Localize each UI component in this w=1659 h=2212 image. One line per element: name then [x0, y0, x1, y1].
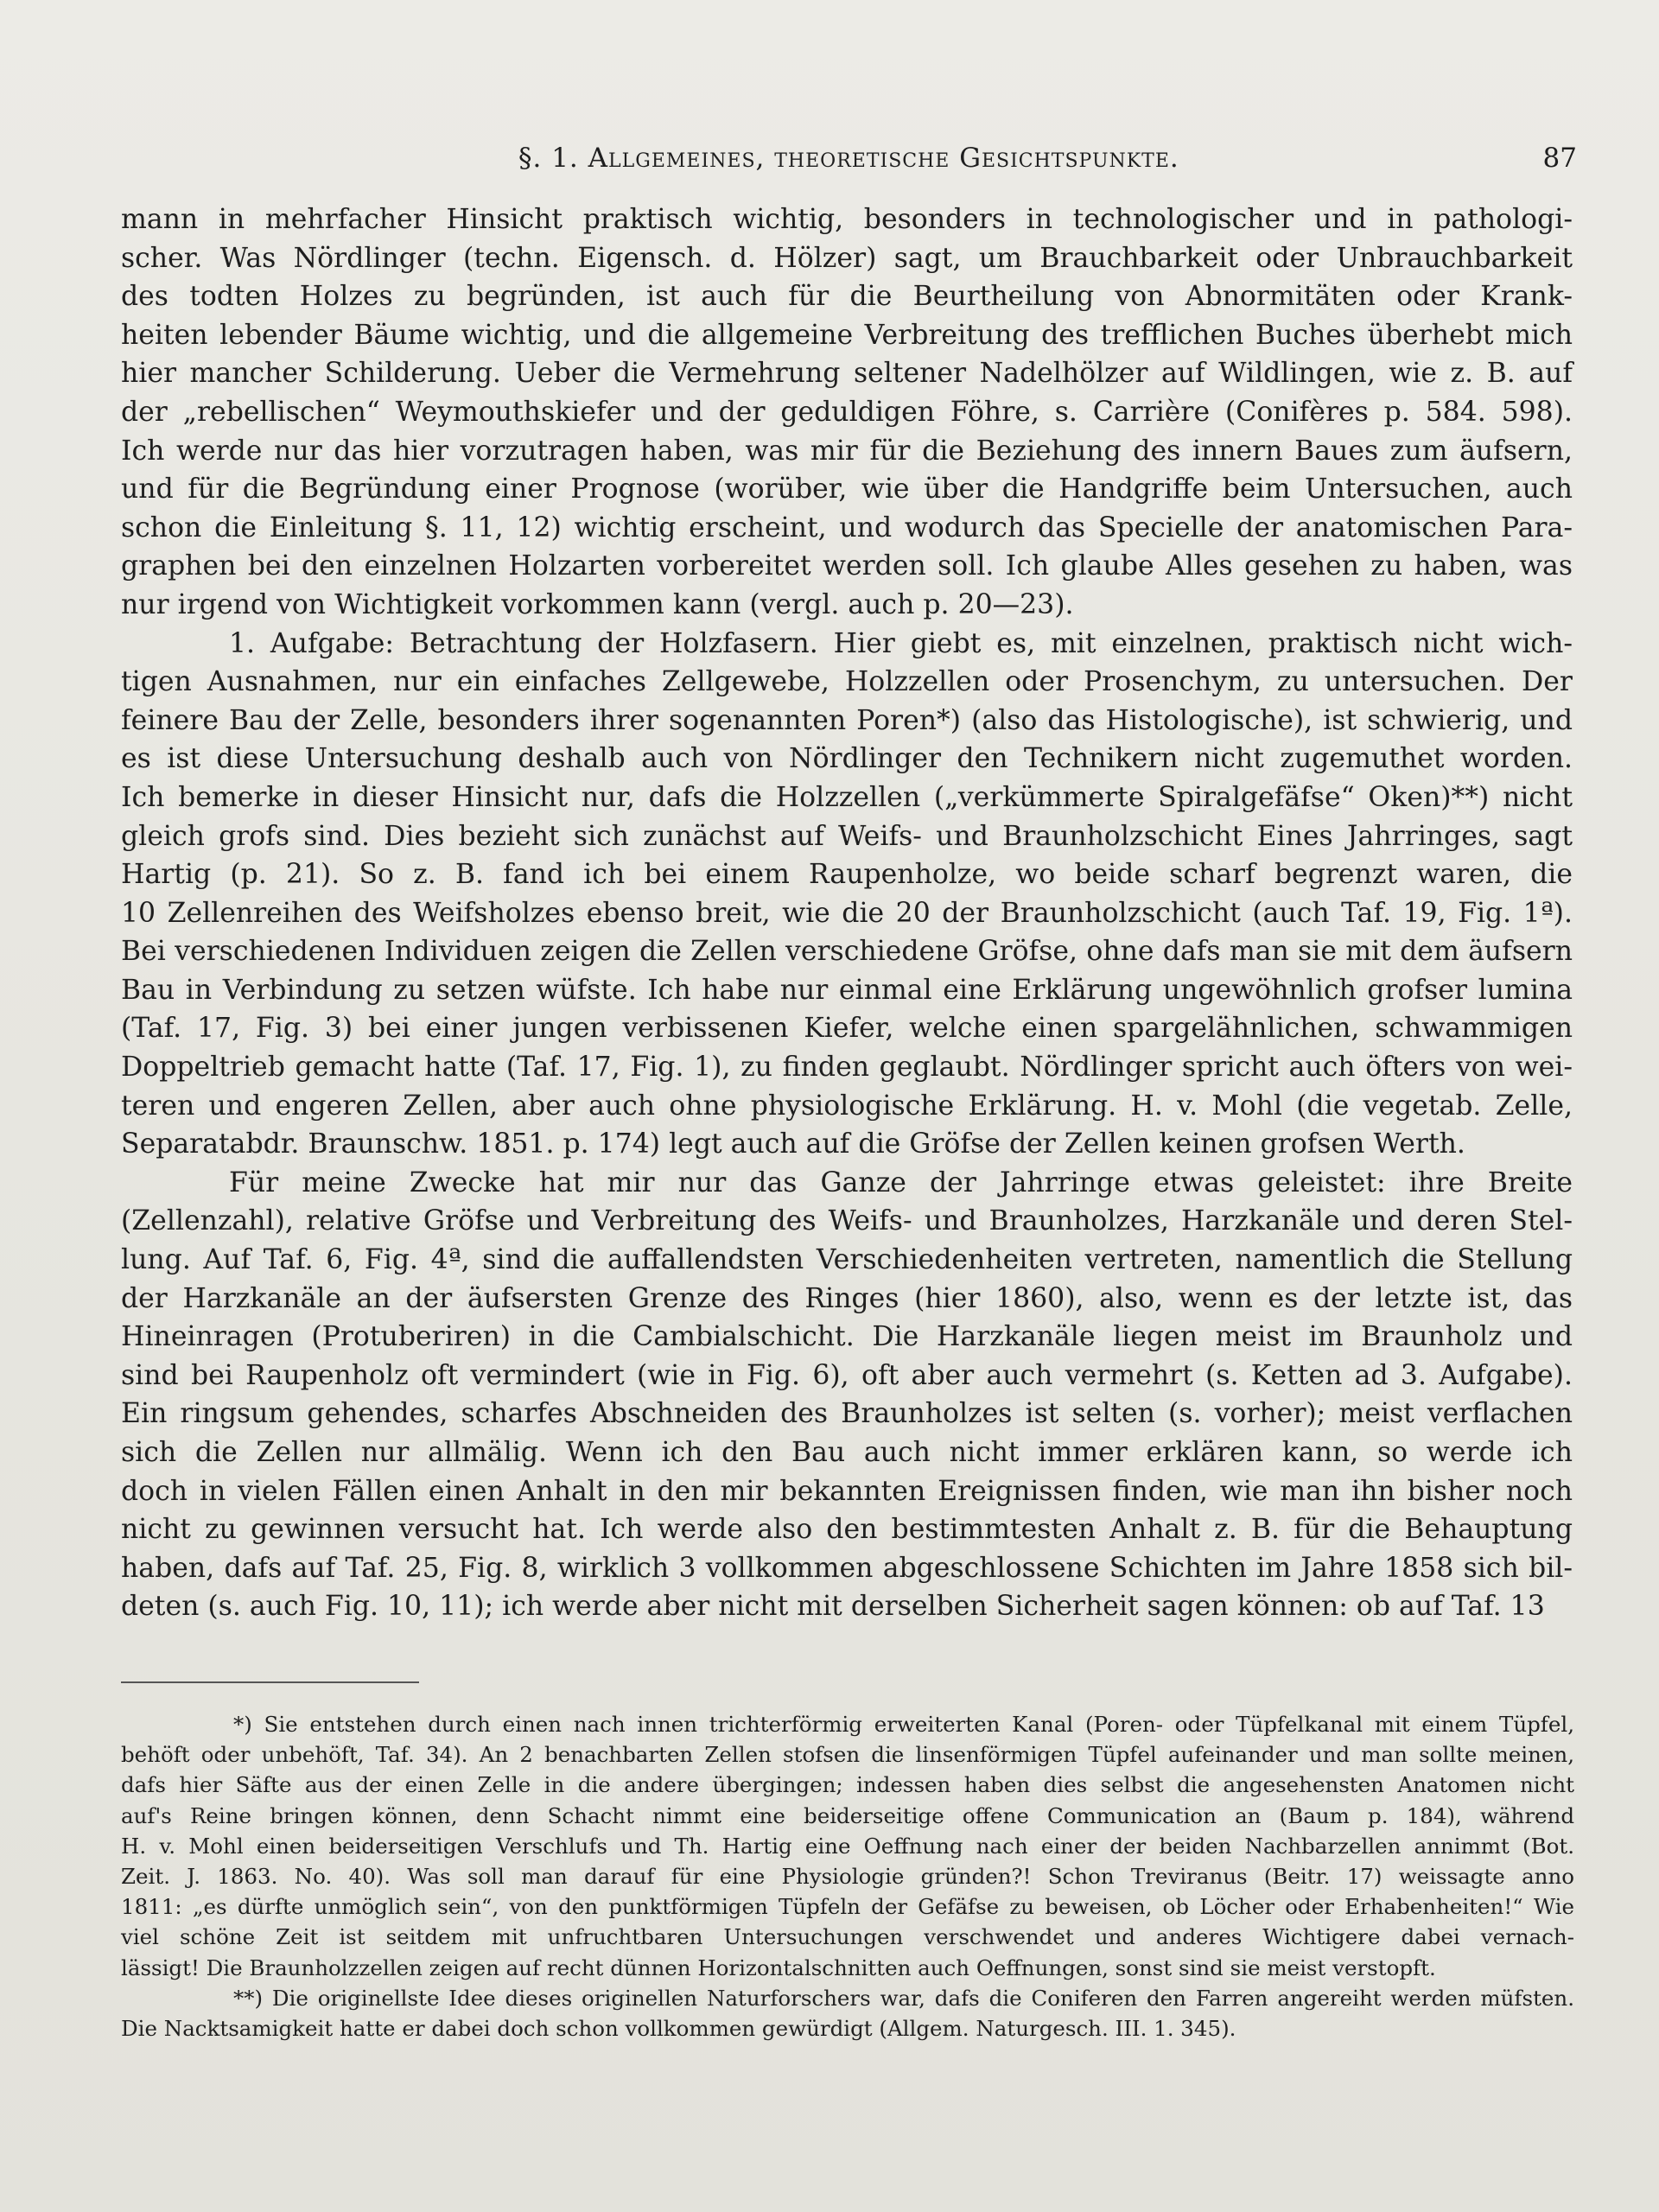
text-line: 10 Zellenreihen des Weifsholzes ebenso breit, wie die 20 der Braunholzschicht (auch Taf. 19, Fig. 1ª). [121, 897, 1573, 929]
text-line: Ein ringsum gehendes, scharfes Abschneiden des Braunholzes ist selten (s. vorher); meist verflachen [121, 1398, 1573, 1430]
text-line: (Zellenzahl), relative Gröfse und Verbreitung des Weifs- und Braunholzes, Harzkanäle und deren Stel- [121, 1205, 1573, 1237]
text-line: Separatabdr. Braunschw. 1851. p. 174) legt auch auf die Gröfse der Zellen keinen grofsen Werth. [121, 1128, 1465, 1160]
text-line: mann in mehrfacher Hinsicht praktisch wichtig, besonders in technologischer und in pathologi- [121, 204, 1573, 235]
text-line: Ich bemerke in dieser Hinsicht nur, dafs die Holzzellen („verkümmerte Spiralgefäfse“ Oken)**) nicht [121, 781, 1573, 813]
text-line: doch in vielen Fällen einen Anhalt in den mir bekannten Ereignissen finden, wie man ihn bisher noch [121, 1475, 1573, 1507]
text-line: Doppeltrieb gemacht hatte (Taf. 17, Fig. 1), zu finden geglaubt. Nördlinger spricht auch öfters von wei- [121, 1052, 1573, 1084]
footnote-line: behöft oder unbehöft, Taf. 34). An 2 benachbarten Zellen stofsen die linsenförmigen Tüpfel aufeinander und man sollte meinen, [121, 1742, 1574, 1768]
text-line: feinere Bau der Zelle, besonders ihrer sogenannten Poren*) (also das Histologische), ist schwierig, und [121, 704, 1573, 736]
text-line: sind bei Raupenholz oft vermindert (wie in Fig. 6), oft aber auch vermehrt (s. Ketten ad 3. Aufgabe). [121, 1359, 1573, 1391]
text-line: Für meine Zwecke hat mir nur das Ganze der Jahrringe etwas geleistet: ihre Breite [229, 1166, 1573, 1198]
text-line: Bei verschiedenen Individuen zeigen die Zellen verschiedene Gröfse, ohne dafs man sie mit dem äufsern [121, 936, 1573, 968]
footnote-line: **) Die originellste Idee dieses originellen Naturforschers war, dafs die Coniferen den Farren angereiht werden müfsten. [233, 1985, 1574, 2011]
text-line: Hineinragen (Protuberiren) in die Cambialschicht. Die Harzkanäle liegen meist im Braunholz und [121, 1321, 1573, 1353]
footnote-line: Zeit. J. 1863. No. 40). Was soll man darauf für eine Physiologie gründen?! Schon Treviranus (Beitr. 17) weissagte anno [121, 1863, 1574, 1889]
main-text-block [121, 200, 1573, 1626]
footnotes-block [121, 1709, 1574, 2044]
text-line: graphen bei den einzelnen Holzarten vorbereitet werden soll. Ich glaube Alles gesehen zu haben, was [121, 550, 1573, 582]
running-header [121, 143, 1577, 177]
footnote-line: H. v. Mohl einen beiderseitigen Verschlufs und Th. Hartig eine Oeffnung nach einer der beiden Nachbarzellen annimmt (Bot. [121, 1833, 1574, 1859]
text-line: schon die Einleitung §. 11, 12) wichtig erscheint, und wodurch das Specielle der anatomischen Para- [121, 512, 1573, 543]
text-line: nur irgend von Wichtigkeit vorkommen kann (vergl. auch p. 20—23). [121, 588, 1074, 620]
text-line: Bau in Verbindung zu setzen wüfste. Ich habe nur einmal eine Erklärung ungewöhnlich grofser lumina [121, 974, 1573, 1006]
text-line: nicht zu gewinnen versucht hat. Ich werde also den bestimmtesten Anhalt z. B. für die Behauptung [121, 1514, 1573, 1546]
text-line: Hartig (p. 21). So z. B. fand ich bei einem Raupenholze, wo beide scharf begrenzt waren, die [121, 859, 1573, 891]
text-line: der Harzkanäle an der äufsersten Grenze des Ringes (hier 1860), also, wenn es der letzte ist, das [121, 1282, 1573, 1314]
text-line: heiten lebender Bäume wichtig, und die allgemeine Verbreitung des trefflichen Buches überhebt mich [121, 319, 1573, 351]
text-line: Ich werde nur das hier vorzutragen haben, was mir für die Beziehung des innern Baues zum äufsern, [121, 435, 1573, 467]
text-line: teren und engeren Zellen, aber auch ohne physiologische Erklärung. H. v. Mohl (die vegetab. Zelle, [121, 1090, 1573, 1122]
text-line: deten (s. auch Fig. 10, 11); ich werde aber nicht mit derselben Sicherheit sagen können: ob auf Taf. 13 [121, 1591, 1545, 1623]
page-number: 87 [1542, 143, 1577, 174]
text-line: 1. Aufgabe: Betrachtung der Holzfasern. Hier giebt es, mit einzelnen, praktisch nicht wich- [229, 627, 1573, 659]
text-line: haben, dafs auf Taf. 25, Fig. 8, wirklich 3 vollkommen abgeschlossene Schichten im Jahre 1858 sich bil- [121, 1552, 1573, 1584]
text-line: lung. Auf Taf. 6, Fig. 4ª, sind die auffallendsten Verschiedenheiten vertreten, namentlich die Stellung [121, 1244, 1573, 1276]
text-line: und für die Begründung einer Prognose (worüber, wie über die Handgriffe beim Untersuchen, auch [121, 474, 1573, 505]
text-line: tigen Ausnahmen, nur ein einfaches Zellgewebe, Holzzellen oder Prosenchym, zu untersuchen. Der [121, 666, 1573, 698]
text-line: es ist diese Untersuchung deshalb auch von Nördlinger den Technikern nicht zugemuthet worden. [121, 743, 1573, 775]
footnote-line: Die Nacktsamigkeit hatte er dabei doch schon vollkommen gewürdigt (Allgem. Naturgesch. III. 1. 345). [121, 2015, 1236, 2041]
footnote-line: auf's Reine bringen können, denn Schacht nimmt eine beiderseitige offene Communication an (Baum p. 184), während [121, 1802, 1574, 1828]
text-line: des todten Holzes zu begründen, ist auch für die Beurtheilung von Abnormitäten oder Krank- [121, 281, 1573, 313]
running-title: §. 1. Allgemeines, theoretische Gesichtspunkte. [518, 143, 1179, 174]
text-line: gleich grofs sind. Dies bezieht sich zunächst auf Weifs- und Braunholzschicht Eines Jahrringes, sagt [121, 820, 1573, 852]
footnote-line: lässigt! Die Braunholzzellen zeigen auf recht dünnen Horizontalschnitten auch Oeffnungen, sonst sind sie meist verstopft. [121, 1955, 1436, 1980]
footnote-line: 1811: „es dürfte unmöglich sein“, von den punktförmigen Tüpfeln der Gefäfse zu beweisen, ob Löcher oder Erhabenheiten!“ Wie [121, 1894, 1574, 1920]
text-line: sich die Zellen nur allmälig. Wenn ich den Bau auch nicht immer erklären kann, so werde ich [121, 1437, 1573, 1468]
footnote-separator [121, 1681, 419, 1683]
text-line: hier mancher Schilderung. Ueber die Vermehrung seltener Nadelhölzer auf Wildlingen, wie z. B. auf [121, 358, 1573, 390]
footnote-line: dafs hier Säfte aus der einen Zelle in die andere übergingen; indessen haben dies selbst die angesehensten Anatomen nicht [121, 1772, 1574, 1798]
footnote-line: viel schöne Zeit ist seitdem mit unfruchtbaren Untersuchungen verschwendet und anderes Wichtigere dabei vernach- [121, 1924, 1574, 1950]
text-line: scher. Was Nördlinger (techn. Eigensch. d. Hölzer) sagt, um Brauchbarkeit oder Unbrauchbarkeit [121, 242, 1573, 274]
footnote-line: *) Sie entstehen durch einen nach innen trichterförmig erweiterten Kanal (Poren- oder Tüpfelkanal mit einem Tüpfel, [233, 1712, 1574, 1737]
text-line: (Taf. 17, Fig. 3) bei einer jungen verbissenen Kiefer, welche einen spargelähnlichen, schwammigen [121, 1013, 1573, 1045]
text-line: der „rebellischen“ Weymouthskiefer und der geduldigen Föhre, s. Carrière (Conifères p. 584. 598). [121, 396, 1573, 428]
